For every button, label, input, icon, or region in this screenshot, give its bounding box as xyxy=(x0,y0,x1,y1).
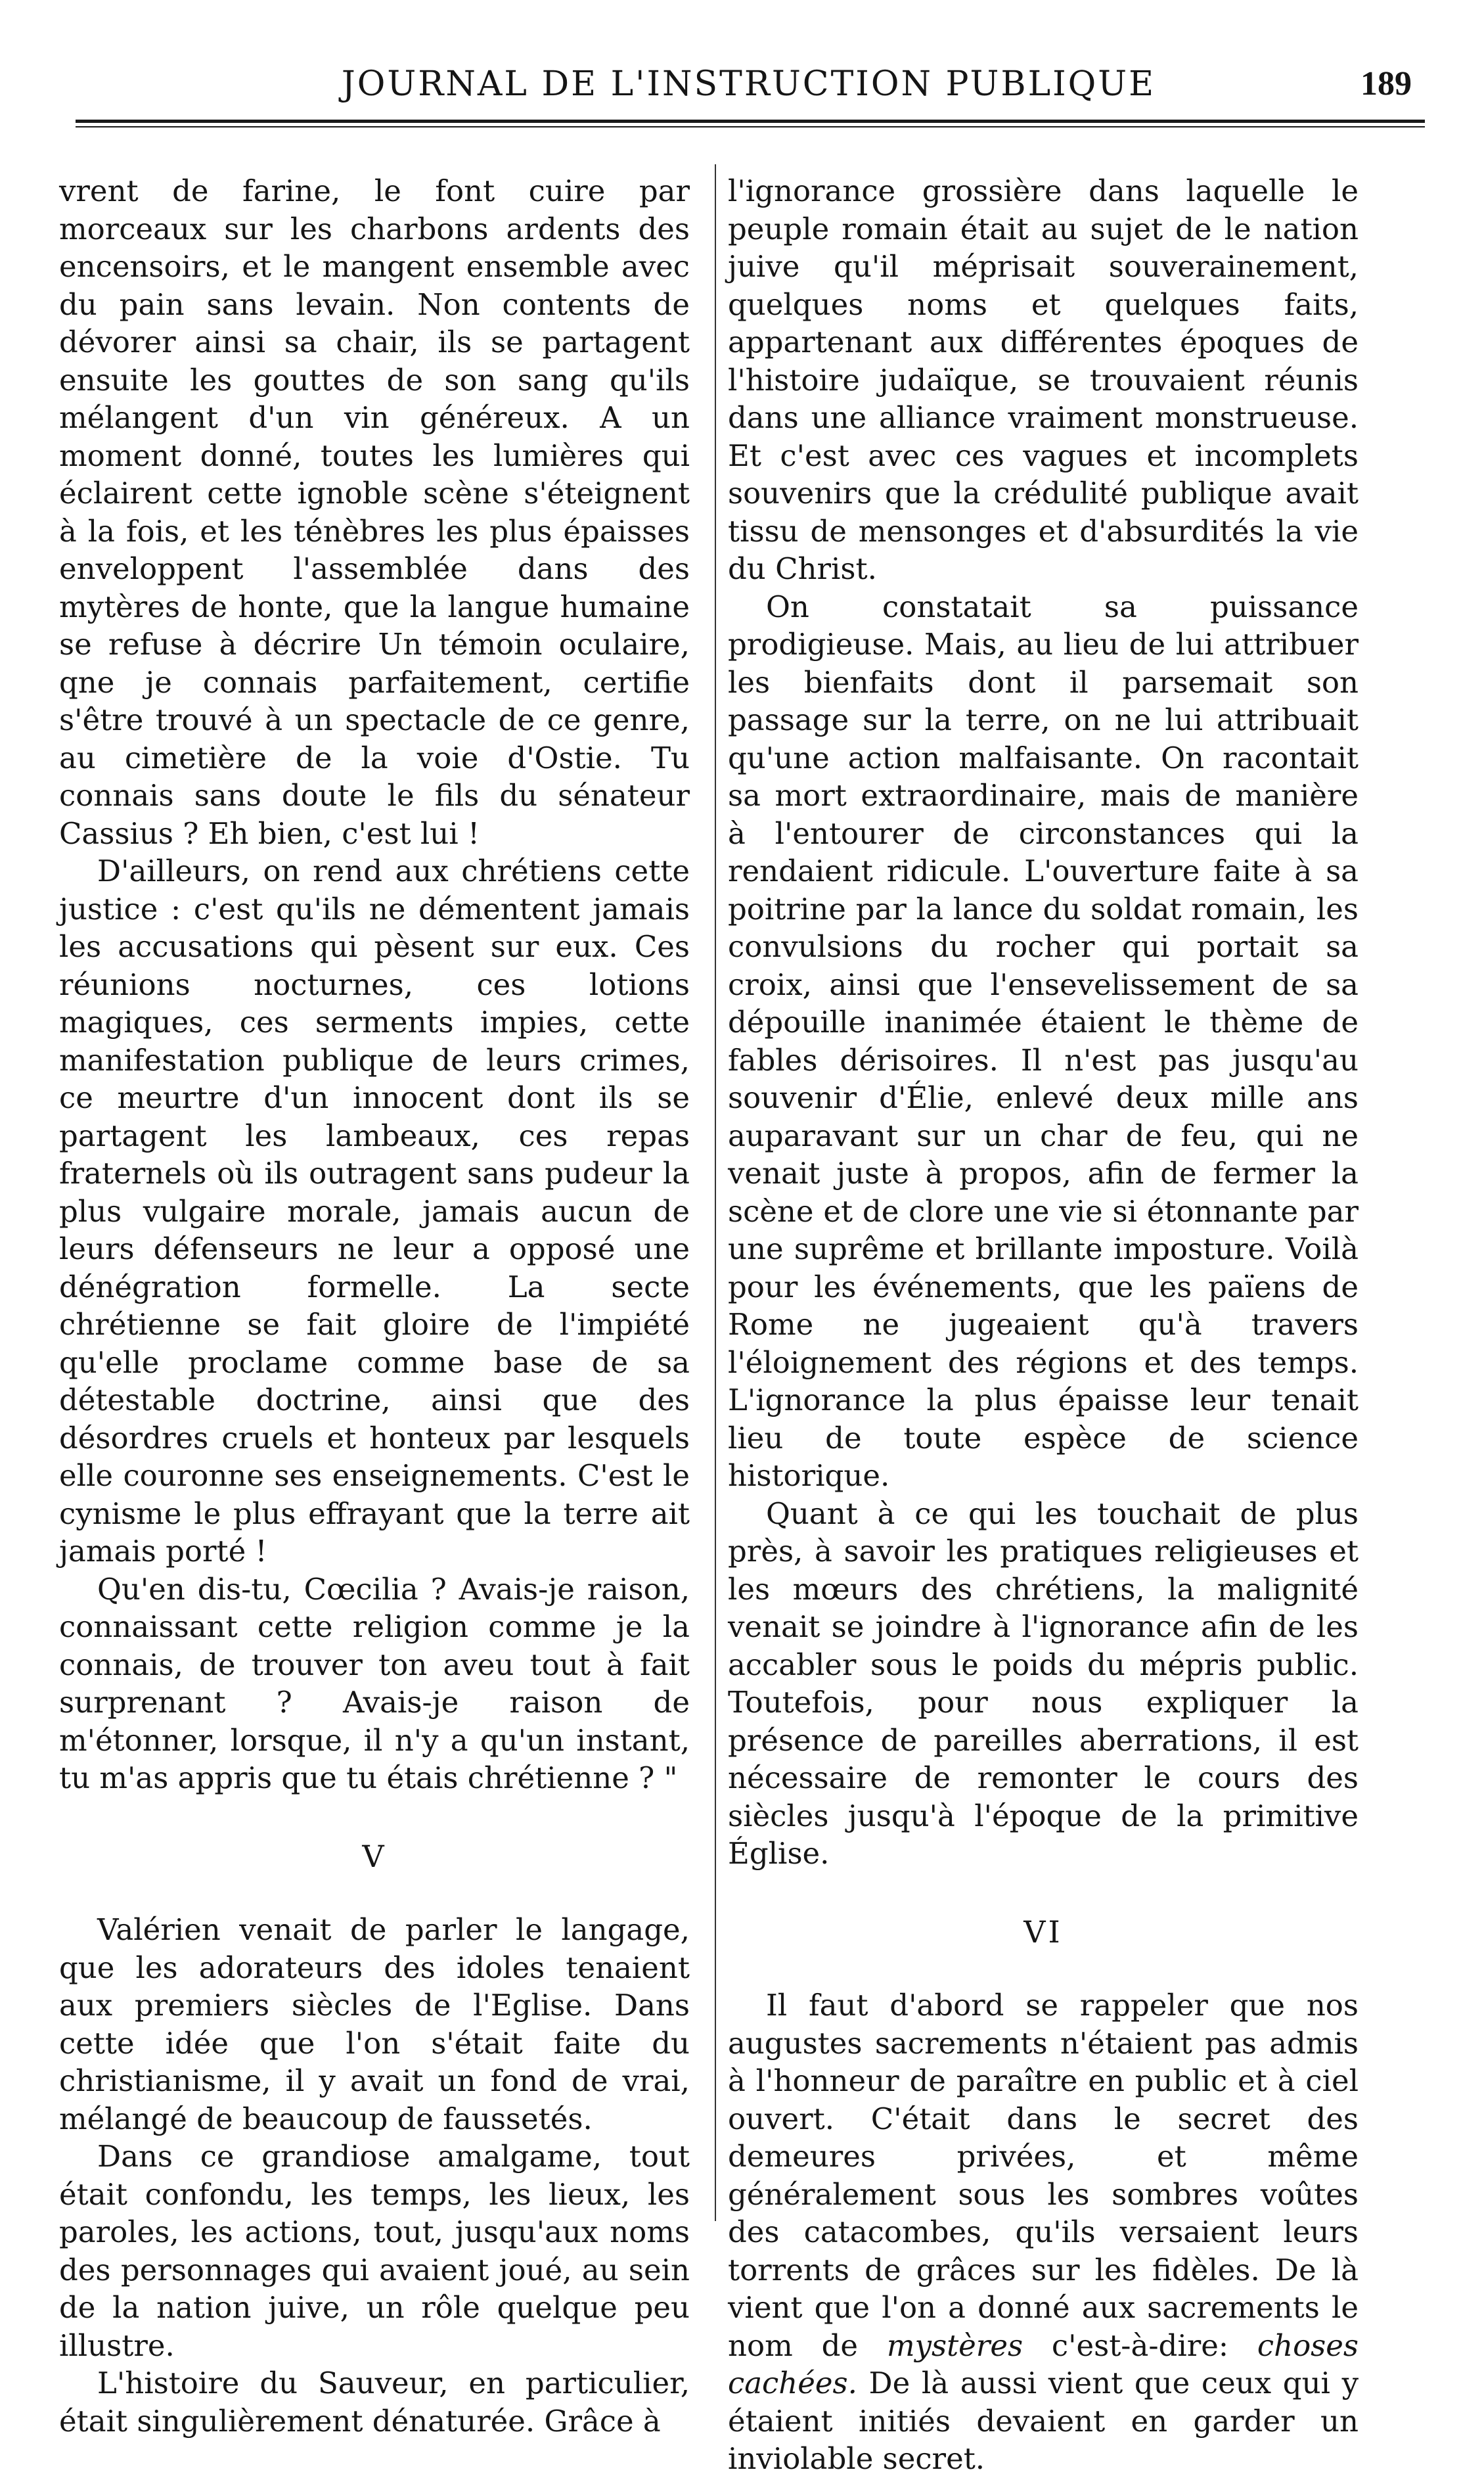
column-divider xyxy=(715,164,716,2221)
paragraph: On constatait sa puissance prodigieuse. Mais, au lieu de lui attribuer les bienfaits dont il parsemait son passage sur la terre, on ne lui attribuait qu'une action malfaisante. On racontait sa mort extraordinaire, mais de manière à l'entourer de circonstances qui la rendaient ridicule. L'ouverture faite à sa poitrine par la lance du soldat romain, les convulsions du rocher qui portait sa croix, ainsi que l'ensevelissement de sa dépouille inanimée étaient le thème de fables dérisoires. Il n'est pas jusqu'au souvenir d'Élie, enlevé deux mille ans auparavant sur un char de feu, qui ne venait juste à propos, afin de fermer la scène et de clore une vie si étonnante par une suprême et brillante imposture. Voilà pour les événements, que les païens de Rome ne jugeaient qu'à travers l'éloignement des régions et des temps. L'ignorance la plus épaisse leur tenait lieu de toute espèce de science historique. xyxy=(728,589,1359,1493)
paragraph: Dans ce grandiose amalgame, tout était confondu, les temps, les lieux, les paroles, les actions, tout, jusqu'aux noms des personnages qui avaient joué, au sein de la nation juive, un rôle quelque peu illustre. xyxy=(59,2139,690,2363)
italic-term: mystères xyxy=(886,2328,1023,2363)
page-number: 189 xyxy=(1360,65,1412,103)
paragraph: vrent de farine, le font cuire par morceaux sur les charbons ardents des encensoirs, et le mangent ensemble avec du pain sans levain. Non contents de dévorer ainsi sa chair, ils se partagent ensuite les gouttes de son sang qu'ils mélangent d'un vin généreux. A un moment donné, toutes les lumières qui éclairent cette ignoble scène s'éteignent à la fois, et les ténèbres les plus épaisses enveloppent l'assemblée dans des mytères de honte, que la langue humaine se refuse à décrire Un témoin oculaire, qne je connais parfaitement, certifie s'être trouvé à un spectacle de ce genre, au cimetière de la voie d'Ostie. Tu connais sans doute le fils du sénateur Cassius ? Eh bien, c'est lui ! xyxy=(59,173,690,851)
paragraph: Valérien venait de parler le langage, que les adorateurs des idoles tenaient aux premiers siècles de l'Eglise. Dans cette idée que l'on s'était faite du christianisme, il y avait un fond de vrai, mélangé de beaucoup de faussetés. xyxy=(59,1912,690,2136)
paragraph: Qu'en dis-tu, Cœcilia ? Avais-je raison, connaissant cette religion comme je la connais, de trouver ton aveu tout à fait surprenant ? Avais-je raison de m'étonner, lorsque, il n'y a qu'un instant, tu m'as appris que tu étais chrétienne ? " xyxy=(59,1571,690,1795)
paragraph: Quant à ce qui les touchait de plus près, à savoir les pratiques religieuses et les mœurs des chrétiens, la malignité venait se joindre à l'ignorance afin de les accabler sous le poids du mépris public. Toutefois, pour nous expliquer la présence de pareilles aberrations, il est nécessaire de remonter le cours des siècles jusqu'à l'époque de la primitive Église. xyxy=(728,1496,1359,1871)
section-heading-vi: VI xyxy=(1023,1914,1063,1950)
paragraph: L'histoire du Sauveur, en particulier, était singulièrement dénaturée. Grâce à xyxy=(59,2366,690,2439)
paragraph: l'ignorance grossière dans laquelle le peuple romain était au sujet de le nation juive qu'il méprisait souverainement, quelques noms et quelques faits, appartenant aux différentes époques de l'histoire judaïque, se trouvaient réunis dans une alliance vraiment monstrueuse. Et c'est avec ces vagues et incomplets souvenirs que la crédulité publique avait tissu de mensonges et d'absurdités la vie du Christ. xyxy=(728,173,1359,586)
text-run: Il faut d'abord se rappeler que nos augustes sacrements n'étaient pas admis à l'honneur de paraître en public et à ciel ouvert. C'était dans le secret des demeures privées, et même généralement sous les sombres voûtes des catacombes, qu'ils versaient leurs torrents de grâces sur les fidèles. De là vient que l'on a donné aux sacrements le nom de xyxy=(728,1988,1359,2363)
left-column xyxy=(59,172,690,2440)
text-run: De là aussi vient que ceux qui y étaient initiés devaient en garder un inviolable secret. xyxy=(728,2366,1359,2476)
paragraph: D'ailleurs, on rend aux chrétiens cette justice : c'est qu'ils ne démentent jamais les accusations qui pèsent sur eux. Ces réunions nocturnes, ces lotions magiques, ces serments impies, cette manifestation publique de leurs crimes, ce meurtre d'un innocent dont ils se partagent les lambeaux, ces repas fraternels où ils outragent sans pudeur la plus vulgaire morale, jamais aucun de leurs défenseurs ne leur a opposé une dénégration formelle. La secte chrétienne se fait gloire de l'impiété qu'elle proclame comme base de sa détestable doctrine, ainsi que des désordres cruels et honteux par lesquels elle couronne ses enseignements. C'est le cynisme le plus effrayant que la terre ait jamais porté ! xyxy=(59,854,690,1569)
journal-title: JOURNAL DE L'INSTRUCTION PUBLIQUE xyxy=(341,64,1156,104)
right-column xyxy=(728,172,1359,2478)
header-rule xyxy=(76,120,1425,123)
paragraph xyxy=(728,1986,1359,2478)
running-head xyxy=(79,58,1418,110)
header-rule-thin xyxy=(76,126,1425,127)
italic-term: choses cachées. xyxy=(728,2328,1359,2400)
text-run: c'est-à-dire: xyxy=(1023,2328,1229,2363)
section-heading-v: V xyxy=(362,1838,387,1874)
